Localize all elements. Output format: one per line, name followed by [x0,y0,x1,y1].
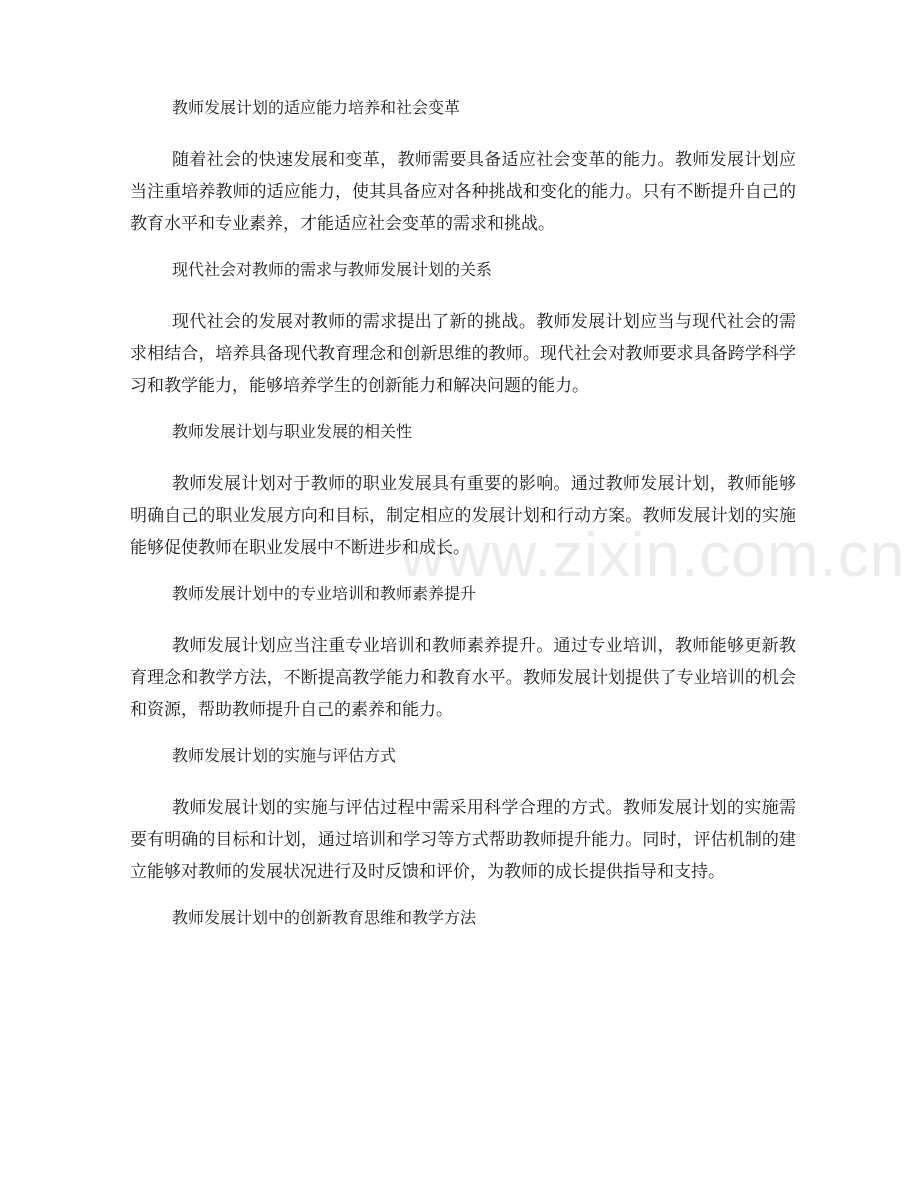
document-body [130,98,796,954]
section-heading: 教师发展计划中的专业培训和教师素养提升 [172,584,477,603]
section-paragraph: 现代社会的发展对教师的需求提出了新的挑战。教师发展计划应当与现代社会的需求相结合，培养具备现代教育理念和创新思维的教师。现代社会对教师要求具备跨学科学习和教学能力，能够培养学生的创新能力和解决问题的能力。 [130,312,796,396]
section-heading: 现代社会对教师的需求与教师发展计划的关系 [172,260,493,279]
section-heading: 教师发展计划与职业发展的相关性 [172,422,413,441]
section [130,98,796,240]
watermark: www.zixin.com.cn [400,521,906,590]
section [130,422,796,564]
section-heading: 教师发展计划的实施与评估方式 [172,746,397,765]
section-paragraph: 教师发展计划的实施与评估过程中需采用科学合理的方式。教师发展计划的实施需要有明确的目标和计划，通过培训和学习等方式帮助教师提升能力。同时，评估机制的建立能够对教师的发展状况进行及时反馈和评价，为教师的成长提供指导和支持。 [130,798,796,882]
section [130,584,796,726]
section-paragraph: 教师发展计划对于教师的职业发展具有重要的影响。通过教师发展计划，教师能够明确自己的职业发展方向和目标，制定相应的发展计划和行动方案。教师发展计划的实施能够促使教师在职业发展中不断进步和成长。 [130,474,796,558]
section-heading: 教师发展计划的适应能力培养和社会变革 [172,98,461,117]
section-paragraph: 随着社会的快速发展和变革，教师需要具备适应社会变革的能力。教师发展计划应当注重培养教师的适应能力，使其具备应对各种挑战和变化的能力。只有不断提升自己的教育水平和专业素养，才能适应社会变革的需求和挑战。 [130,150,796,234]
section [130,746,796,888]
section [130,908,796,928]
section [130,260,796,402]
section-heading: 教师发展计划中的创新教育思维和教学方法 [172,908,477,927]
section-paragraph: 教师发展计划应当注重专业培训和教师素养提升。通过专业培训，教师能够更新教育理念和教学方法，不断提高教学能力和教育水平。教师发展计划提供了专业培训的机会和资源，帮助教师提升自己的素养和能力。 [130,636,796,720]
